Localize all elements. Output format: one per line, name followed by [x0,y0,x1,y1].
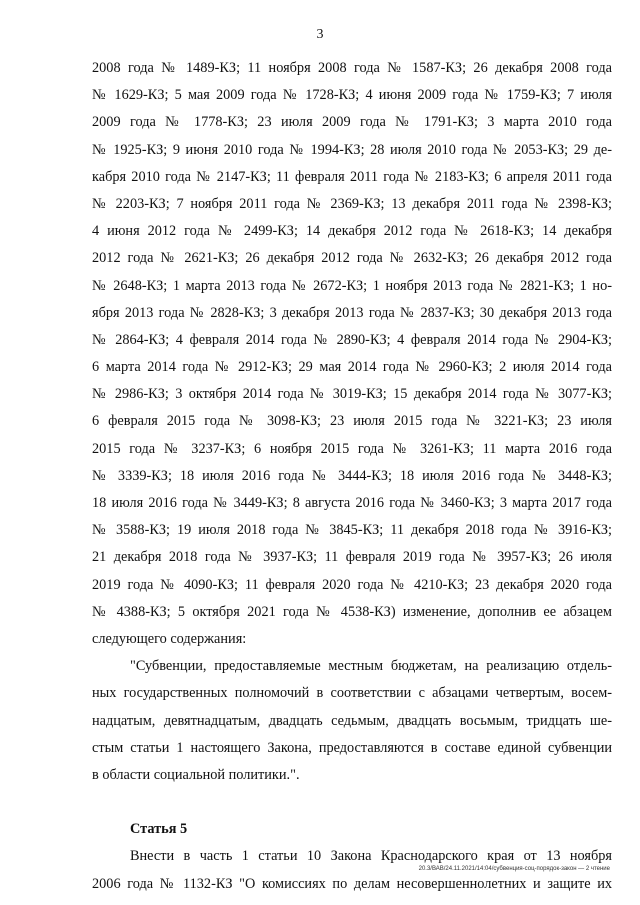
text-line: № 4388-КЗ; 5 октября 2021 года № 4538-КЗ) изменение, дополнив ее абзацем [92,603,612,620]
text-line: 18 июля 2016 года № 3449-КЗ; 8 августа 2016 года № 3460-КЗ; 3 марта 2017 года [92,495,612,511]
text-line: № 2986-КЗ; 3 октября 2014 года № 3019-КЗ; 15 декабря 2014 года № 3077-КЗ; [92,386,612,403]
text-line: № 1925-КЗ; 9 июня 2010 года № 1994-КЗ; 28 июля 2010 года № 2053-КЗ; 29 де- [92,141,612,158]
text-line: в области социальной политики.". [92,766,300,783]
text-line: 2019 года № 4090-КЗ; 11 февраля 2020 года № 4210-КЗ; 23 декабря 2020 года [92,576,612,593]
text-line: 6 марта 2014 года № 2912-КЗ; 29 мая 2014 года № 2960-КЗ; 2 июля 2014 года [92,359,612,376]
text-line: № 2203-КЗ; 7 ноября 2011 года № 2369-КЗ; 13 декабря 2011 года № 2398-КЗ; [92,195,612,212]
text-line: 2008 года № 1489-КЗ; 11 ноября 2008 года № 1587-КЗ; 26 декабря 2008 года [92,60,612,76]
text-line: ября 2013 года № 2828-КЗ; 3 декабря 2013 года № 2837-КЗ; 30 декабря 2013 года [92,304,612,321]
text-line: надцатым, девятнадцатым, двадцать седьмым, двадцать восьмым, тридцать ше- [92,712,612,729]
document-footer: 20.3/ВАВ/24.11.2021/14:04/субвенция-соц-порядок-закон — 2 чтение [418,866,610,872]
text-line: 2009 года № 1778-КЗ; 23 июля 2009 года № 1791-КЗ; 3 марта 2010 года [92,114,612,131]
text-line: Внести в часть 1 статьи 10 Закона Краснодарского края от 13 ноября [130,848,612,865]
text-line: следующего содержания: [92,630,247,647]
text-line: "Субвенции, предоставляемые местным бюджетам, на реализацию отдель- [130,658,612,675]
text-line: 2006 года № 1132-КЗ "О комиссиях по делам несовершеннолетних и защите их [92,875,612,892]
text-line: кабря 2010 года № 2147-КЗ; 11 февраля 2011 года № 2183-КЗ; 6 апреля 2011 года [92,168,612,185]
page-number: 3 [316,27,324,42]
paragraph-1 [92,55,612,653]
text-line: стым статьи 1 настоящего Закона, предоставляются в составе единой субвенции [92,739,612,756]
text-line: 2012 года № 2621-КЗ; 26 декабря 2012 года № 2632-КЗ; 26 декабря 2012 года [92,250,612,267]
text-line: 2015 года № 3237-КЗ; 6 ноября 2015 года № 3261-КЗ; 11 марта 2016 года [92,440,612,457]
text-line: № 1629-КЗ; 5 мая 2009 года № 1728-КЗ; 4 июня 2009 года № 1759-КЗ; 7 июля [92,87,612,104]
text-line: 4 июня 2012 года № 2499-КЗ; 14 декабря 2012 года № 2618-КЗ; 14 декабря [92,223,612,240]
text-line: № 2864-КЗ; 4 февраля 2014 года № 2890-КЗ; 4 февраля 2014 года № 2904-КЗ; [92,331,612,348]
document-body [92,55,612,898]
spacer [92,789,612,816]
text-line: ных государственных полномочий в соответствии с абзацами четвертым, восем- [92,685,612,702]
text-line: 6 февраля 2015 года № 3098-КЗ; 23 июля 2015 года № 3221-КЗ; 23 июля [92,413,612,430]
text-line: № 3588-КЗ; 19 июля 2018 года № 3845-КЗ; 11 декабря 2018 года № 3916-КЗ; [92,522,612,539]
text-line: № 2648-КЗ; 1 марта 2013 года № 2672-КЗ; 1 ноября 2013 года № 2821-КЗ; 1 но- [92,277,612,294]
text-line: 21 декабря 2018 года № 3937-КЗ; 11 февраля 2019 года № 3957-КЗ; 26 июля [92,549,612,566]
text-line: № 3339-КЗ; 18 июля 2016 года № 3444-КЗ; 18 июля 2016 года № 3448-КЗ; [92,467,612,484]
article-heading: Статья 5 [130,821,188,838]
paragraph-2-quote [92,653,612,789]
